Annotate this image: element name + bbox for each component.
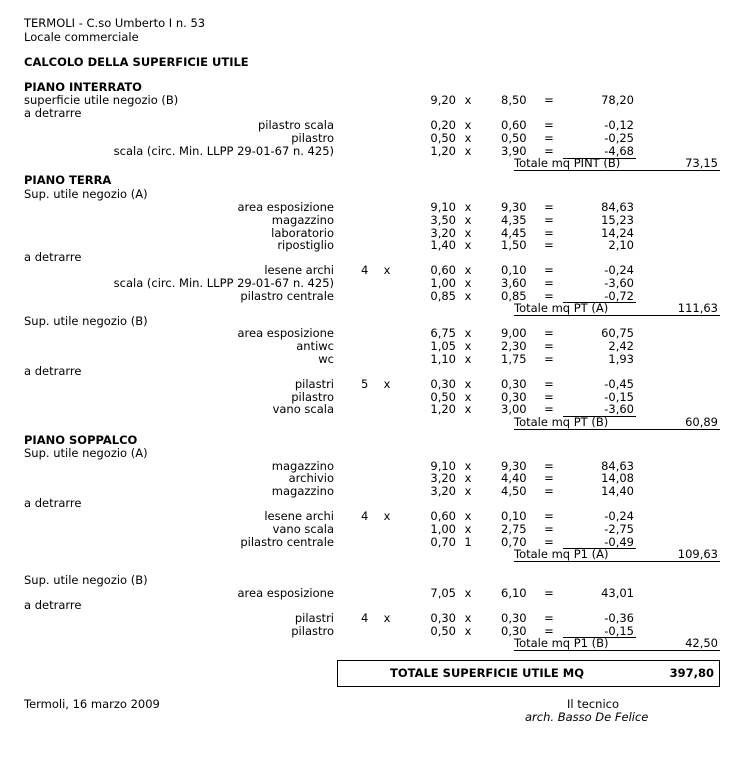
grand-total-value: 397,80 bbox=[669, 666, 714, 680]
equals-sign: = bbox=[544, 213, 554, 227]
dim-b: 6,10 bbox=[501, 586, 527, 600]
row-label: vano scala bbox=[272, 522, 334, 536]
total-rule bbox=[514, 429, 720, 430]
dim-b: 4,40 bbox=[501, 471, 527, 485]
deduct-label: a detrarre bbox=[24, 598, 82, 612]
result: -4,68 bbox=[604, 144, 634, 158]
grand-total-box bbox=[337, 660, 720, 687]
equals-sign: = bbox=[544, 339, 554, 353]
equals-sign: = bbox=[544, 118, 554, 132]
dim-a: 1,20 bbox=[430, 144, 456, 158]
dim-a: 0,50 bbox=[430, 624, 456, 638]
dim-b: 0,30 bbox=[501, 624, 527, 638]
times-sign: x bbox=[464, 238, 472, 252]
section-heading-interrato: PIANO INTERRATO bbox=[24, 80, 142, 94]
row-label: pilastro bbox=[291, 624, 334, 638]
total-value: 42,50 bbox=[685, 636, 718, 650]
dim-a: 1,05 bbox=[430, 339, 456, 353]
row-label: area esposizione bbox=[237, 326, 334, 340]
result: 84,63 bbox=[601, 459, 634, 473]
result: -2,75 bbox=[604, 522, 634, 536]
result: 60,75 bbox=[601, 326, 634, 340]
deduct-label: a detrarre bbox=[24, 106, 82, 120]
dim-b: 4,50 bbox=[501, 484, 527, 498]
result: 15,23 bbox=[601, 213, 634, 227]
equals-sign: = bbox=[544, 226, 554, 240]
row-label: pilastro centrale bbox=[240, 289, 334, 303]
result: 14,24 bbox=[601, 226, 634, 240]
dim-a: 9,10 bbox=[430, 200, 456, 214]
dim-b: 0,50 bbox=[501, 131, 527, 145]
dim-b: 2,30 bbox=[501, 339, 527, 353]
dim-b: 1,75 bbox=[501, 352, 527, 366]
dim-a: 7,05 bbox=[430, 586, 456, 600]
total-value: 111,63 bbox=[677, 301, 718, 315]
times-sign: x bbox=[464, 471, 472, 485]
dim-b: 9,30 bbox=[501, 200, 527, 214]
times-sign: x bbox=[383, 263, 391, 277]
row-label: scala (circ. Min. LLPP 29-01-67 n. 425) bbox=[113, 276, 334, 290]
times-sign: x bbox=[464, 459, 472, 473]
signer-role: Il tecnico bbox=[567, 697, 619, 711]
row-label: magazzino bbox=[271, 213, 334, 227]
total-label: Totale mq P1 (A) bbox=[514, 547, 609, 561]
times-sign: x bbox=[464, 586, 472, 600]
multiplier: 4 bbox=[361, 263, 369, 277]
result: -0,24 bbox=[604, 509, 634, 523]
row-label: laboratorio bbox=[271, 226, 334, 240]
times-sign: x bbox=[464, 509, 472, 523]
dim-b: 0,70 bbox=[501, 535, 527, 549]
row-label: scala (circ. Min. LLPP 29-01-67 n. 425) bbox=[113, 144, 334, 158]
result: -3,60 bbox=[604, 276, 634, 290]
equals-sign: = bbox=[544, 326, 554, 340]
dim-b: 3,00 bbox=[501, 402, 527, 416]
dim-a: 3,20 bbox=[430, 226, 456, 240]
row-label: vano scala bbox=[272, 402, 334, 416]
equals-sign: = bbox=[544, 131, 554, 145]
row-label: lesene archi bbox=[264, 263, 334, 277]
sub-heading: Sup. utile negozio (A) bbox=[24, 446, 148, 460]
dim-a: 0,85 bbox=[430, 289, 456, 303]
result: 84,63 bbox=[601, 200, 634, 214]
row-label: pilastro bbox=[291, 390, 334, 404]
equals-sign: = bbox=[544, 352, 554, 366]
times-sign: x bbox=[464, 131, 472, 145]
equals-sign: = bbox=[544, 624, 554, 638]
row-label: pilastri bbox=[294, 377, 334, 391]
dim-a: 0,50 bbox=[430, 131, 456, 145]
deduct-label: a detrarre bbox=[24, 364, 82, 378]
row-label: antiwc bbox=[296, 339, 334, 353]
times-sign: x bbox=[383, 377, 391, 391]
section-heading-soppalco: PIANO SOPPALCO bbox=[24, 433, 138, 447]
result: 43,01 bbox=[601, 586, 634, 600]
row-label: area esposizione bbox=[237, 200, 334, 214]
times-sign: x bbox=[464, 522, 472, 536]
equals-sign: = bbox=[544, 509, 554, 523]
equals-sign: = bbox=[544, 390, 554, 404]
operator: 1 bbox=[464, 535, 472, 549]
total-label: Totale mq PINT (B) bbox=[514, 156, 621, 170]
dim-b: 0,60 bbox=[501, 118, 527, 132]
row-label: pilastro scala bbox=[257, 118, 334, 132]
total-value: 73,15 bbox=[685, 156, 718, 170]
row-label: ripostiglio bbox=[277, 238, 334, 252]
total-label: Totale mq PT (B) bbox=[514, 415, 609, 429]
equals-sign: = bbox=[544, 471, 554, 485]
result: -0,36 bbox=[604, 611, 634, 625]
dim-b: 2,75 bbox=[501, 522, 527, 536]
section-heading-terra: PIANO TERRA bbox=[24, 173, 112, 187]
dim-b: 0,30 bbox=[501, 377, 527, 391]
equals-sign: = bbox=[544, 93, 554, 107]
dim-a: 9,20 bbox=[430, 93, 456, 107]
result: 14,40 bbox=[601, 484, 634, 498]
dim-b: 4,45 bbox=[501, 226, 527, 240]
grand-total-label: TOTALE SUPERFICIE UTILE MQ bbox=[390, 666, 585, 680]
equals-sign: = bbox=[544, 611, 554, 625]
dim-a: 6,75 bbox=[430, 326, 456, 340]
dim-a: 1,20 bbox=[430, 402, 456, 416]
total-rule bbox=[514, 561, 720, 562]
times-sign: x bbox=[464, 289, 472, 303]
dim-b: 0,30 bbox=[501, 390, 527, 404]
times-sign: x bbox=[464, 276, 472, 290]
dim-a: 3,20 bbox=[430, 471, 456, 485]
dim-a: 1,00 bbox=[430, 522, 456, 536]
row-label: pilastro centrale bbox=[240, 535, 334, 549]
times-sign: x bbox=[464, 326, 472, 340]
row-label: lesene archi bbox=[264, 509, 334, 523]
multiplier: 4 bbox=[361, 509, 369, 523]
dim-a: 0,30 bbox=[430, 377, 456, 391]
total-rule bbox=[514, 170, 720, 171]
equals-sign: = bbox=[544, 586, 554, 600]
place-date: Termoli, 16 marzo 2009 bbox=[24, 697, 160, 711]
result: 2,42 bbox=[608, 339, 634, 353]
multiplier: 5 bbox=[361, 377, 369, 391]
result: -0,45 bbox=[604, 377, 634, 391]
dim-a: 0,30 bbox=[430, 611, 456, 625]
equals-sign: = bbox=[544, 276, 554, 290]
dim-a: 1,10 bbox=[430, 352, 456, 366]
dim-a: 1,40 bbox=[430, 238, 456, 252]
dim-a: 9,10 bbox=[430, 459, 456, 473]
total-rule bbox=[514, 650, 720, 651]
times-sign: x bbox=[464, 93, 472, 107]
times-sign: x bbox=[383, 509, 391, 523]
equals-sign: = bbox=[544, 535, 554, 549]
sub-heading: superficie utile negozio (B) bbox=[24, 93, 179, 107]
equals-sign: = bbox=[544, 377, 554, 391]
times-sign: x bbox=[464, 377, 472, 391]
result: 14,08 bbox=[601, 471, 634, 485]
row-label: archivio bbox=[288, 471, 334, 485]
address: TERMOLI - C.so Umberto I n. 53 bbox=[24, 16, 206, 30]
dim-b: 0,10 bbox=[501, 263, 527, 277]
times-sign: x bbox=[464, 624, 472, 638]
total-label: Totale mq PT (A) bbox=[514, 301, 609, 315]
dim-a: 0,20 bbox=[430, 118, 456, 132]
row-label: wc bbox=[318, 352, 334, 366]
sub-heading: Sup. utile negozio (B) bbox=[24, 314, 148, 328]
equals-sign: = bbox=[544, 459, 554, 473]
dim-b: 3,60 bbox=[501, 276, 527, 290]
times-sign: x bbox=[464, 213, 472, 227]
signer-name: arch. Basso De Felice bbox=[525, 710, 649, 724]
result: 78,20 bbox=[601, 93, 634, 107]
times-sign: x bbox=[464, 200, 472, 214]
dim-a: 0,50 bbox=[430, 390, 456, 404]
result: -3,60 bbox=[604, 402, 634, 416]
sub-heading: Sup. utile negozio (B) bbox=[24, 573, 148, 587]
dim-b: 8,50 bbox=[501, 93, 527, 107]
dim-a: 3,50 bbox=[430, 213, 456, 227]
dim-a: 0,60 bbox=[430, 263, 456, 277]
equals-sign: = bbox=[544, 263, 554, 277]
total-rule bbox=[514, 315, 720, 316]
dim-b: 0,30 bbox=[501, 611, 527, 625]
dim-b: 9,00 bbox=[501, 326, 527, 340]
times-sign: x bbox=[464, 611, 472, 625]
multiplier: 4 bbox=[361, 611, 369, 625]
times-sign: x bbox=[464, 263, 472, 277]
result: -0,12 bbox=[604, 118, 634, 132]
result: -0,25 bbox=[604, 131, 634, 145]
equals-sign: = bbox=[544, 200, 554, 214]
times-sign: x bbox=[464, 226, 472, 240]
times-sign: x bbox=[464, 484, 472, 498]
times-sign: x bbox=[464, 144, 472, 158]
dim-a: 3,20 bbox=[430, 484, 456, 498]
row-label: area esposizione bbox=[237, 586, 334, 600]
result: 2,10 bbox=[608, 238, 634, 252]
deduct-label: a detrarre bbox=[24, 250, 82, 264]
dim-b: 1,50 bbox=[501, 238, 527, 252]
times-sign: x bbox=[383, 611, 391, 625]
document-title: CALCOLO DELLA SUPERFICIE UTILE bbox=[24, 55, 249, 69]
total-label: Totale mq P1 (B) bbox=[514, 636, 609, 650]
result: -0,49 bbox=[604, 535, 634, 549]
dim-b: 3,90 bbox=[501, 144, 527, 158]
row-label: magazzino bbox=[271, 484, 334, 498]
equals-sign: = bbox=[544, 402, 554, 416]
dim-a: 1,00 bbox=[430, 276, 456, 290]
result: -0,24 bbox=[604, 263, 634, 277]
times-sign: x bbox=[464, 118, 472, 132]
dim-b: 0,85 bbox=[501, 289, 527, 303]
dim-b: 9,30 bbox=[501, 459, 527, 473]
times-sign: x bbox=[464, 390, 472, 404]
result: 1,93 bbox=[608, 352, 634, 366]
row-label: pilastro bbox=[291, 131, 334, 145]
result: -0,15 bbox=[604, 624, 634, 638]
row-label: pilastri bbox=[294, 611, 334, 625]
sub-heading: Sup. utile negozio (A) bbox=[24, 187, 148, 201]
equals-sign: = bbox=[544, 144, 554, 158]
result: -0,72 bbox=[604, 289, 634, 303]
dim-b: 0,10 bbox=[501, 509, 527, 523]
row-label: magazzino bbox=[271, 459, 334, 473]
result: -0,15 bbox=[604, 390, 634, 404]
times-sign: x bbox=[464, 339, 472, 353]
document-subtitle: Locale commerciale bbox=[24, 30, 139, 44]
times-sign: x bbox=[464, 402, 472, 416]
total-value: 109,63 bbox=[677, 547, 718, 561]
total-value: 60,89 bbox=[685, 415, 718, 429]
equals-sign: = bbox=[544, 522, 554, 536]
dim-b: 4,35 bbox=[501, 213, 527, 227]
deduct-label: a detrarre bbox=[24, 496, 82, 510]
equals-sign: = bbox=[544, 238, 554, 252]
times-sign: x bbox=[464, 352, 472, 366]
dim-a: 0,70 bbox=[430, 535, 456, 549]
equals-sign: = bbox=[544, 484, 554, 498]
equals-sign: = bbox=[544, 289, 554, 303]
dim-a: 0,60 bbox=[430, 509, 456, 523]
